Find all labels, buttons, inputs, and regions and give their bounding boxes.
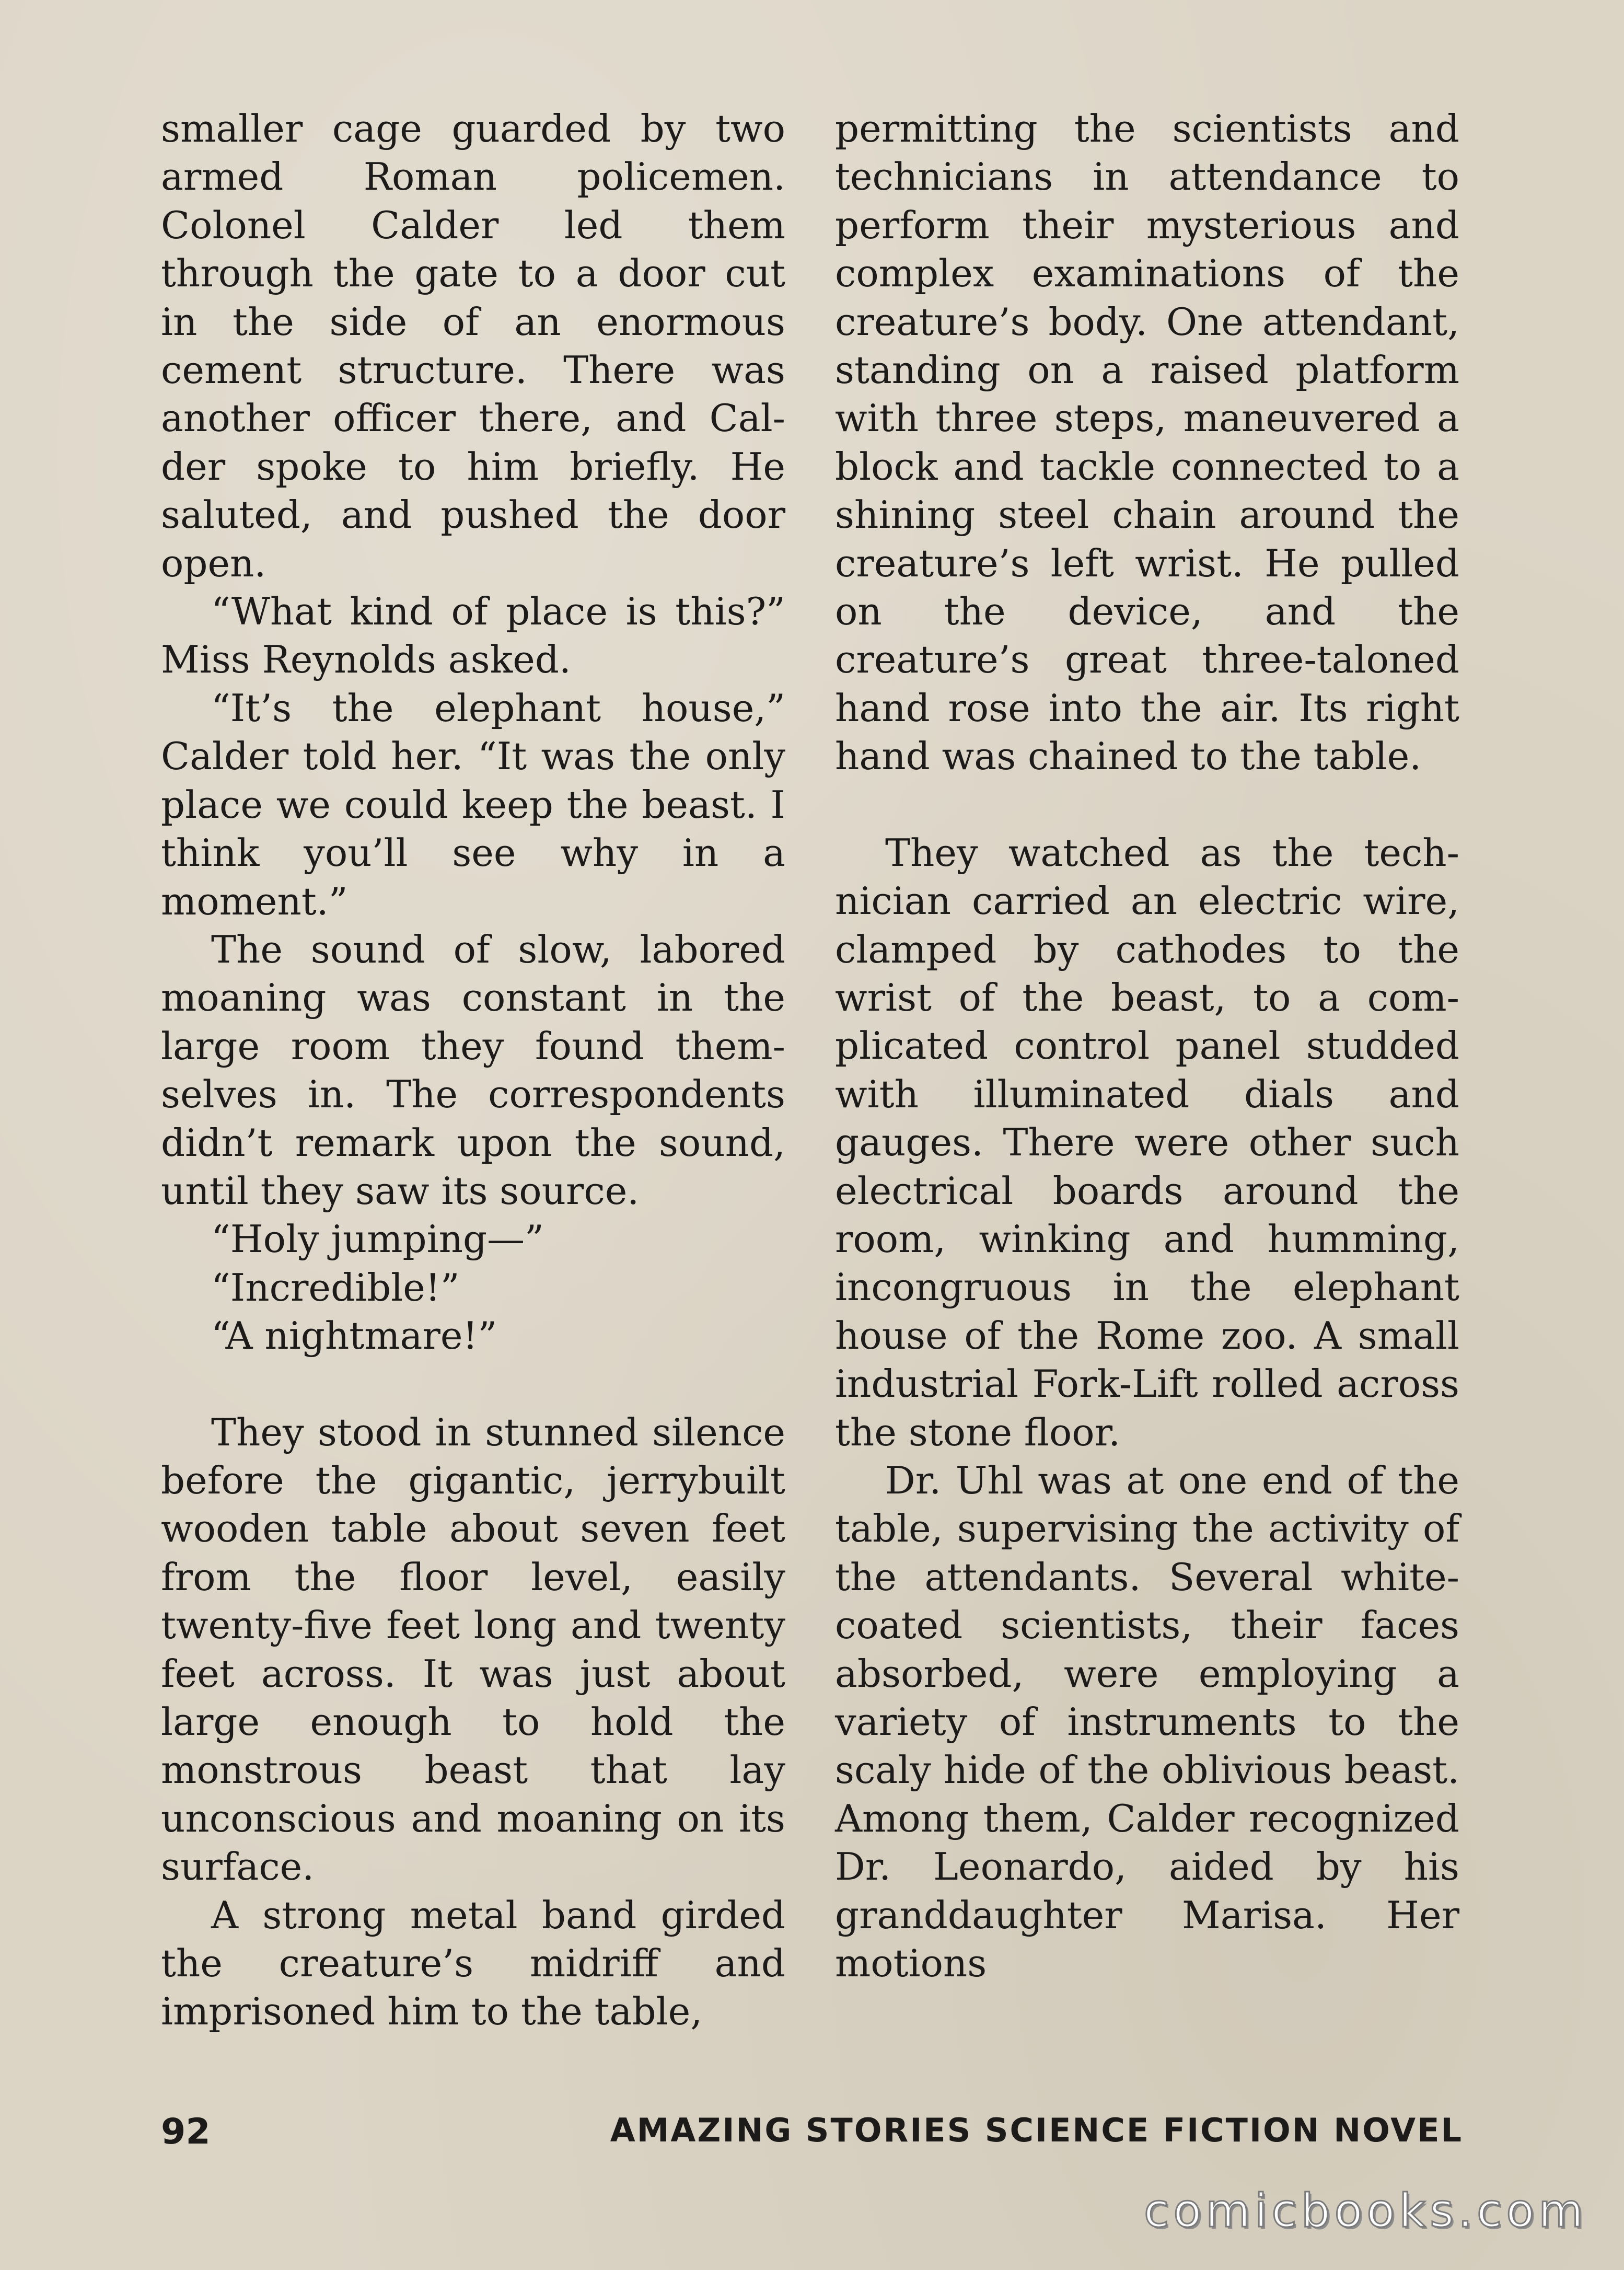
text-column-left [161,105,785,2036]
page-number: 92 [161,2111,211,2152]
paragraph: A strong metal band girded the creature’s midriff and imprisoned him to the table, [161,1893,785,2034]
paragraph: “What kind of place is this?” Miss Reynolds asked. [161,589,785,682]
paragraph: Dr. Uhl was at one end of the table, supervising the activity of the attendants. Several white-coated scientists, their faces absorbed, were employing a variety of instruments to the scaly hide of the oblivious beast. Among them, Calder recognized Dr. Leonardo, aided by his granddaughter Marisa. Her motions [835,1458,1459,1986]
dialogue-line: “Holy jumping—” [211,1217,544,1261]
paragraph: “It’s the elephant house,” Calder told her. “It was the only place we could keep the beast. I think you’ll see why in a moment.” [161,686,785,923]
paragraph: They stood in stunned silence before the gigantic, jerrybuilt wooden table about seven feet from the floor level, easily twenty-five feet long and twenty feet across. It was just about large enough to hold the monstrous beast that lay unconscious and moaning on its surface. [161,1410,785,1889]
running-title: AMAZING STORIES SCIENCE FICTION NOVEL [610,2111,1463,2149]
page-footer [161,2111,1463,2163]
watermark-logo: comicbooks.com [1143,2184,1587,2238]
paragraph: smaller cage guarded by two armed Roman policemen. Colonel Calder led them through the gate to a door cut in the side of an enormous cement structure. There was another officer there, and Calder spoke to him briefly. He saluted, and pushed the door open. [161,107,785,585]
paragraph: They watched as the technician carried an electric wire, clamped by cathodes to the wrist of the beast, to a complicated control panel studded with illuminated dials and gauges. There were other such electrical boards around the room, winking and humming, incongruous in the elephant house of the Rome zoo. A small industrial Fork-Lift rolled across the stone floor. [835,830,1459,1454]
text-column-right [835,105,1459,1987]
dialogue-line: “A nightmare!” [211,1314,497,1358]
paragraph: permitting the scientists and technicians in attendance to perform their mysterious and complex examinations of the creature’s body. One attendant, standing on a raised platform with three steps, maneuvered a block and tackle connected to a shining steel chain around the creature’s left wrist. He pulled on the device, and the creature’s great three-taloned hand rose into the air. Its right hand was chained to the table. [835,107,1459,779]
dialogue-line: “Incredible!” [211,1265,460,1310]
paragraph: The sound of slow, labored moaning was constant in the large room they found themselves in. The correspondents didn’t remark upon the sound, until they saw its source. [161,927,785,1213]
